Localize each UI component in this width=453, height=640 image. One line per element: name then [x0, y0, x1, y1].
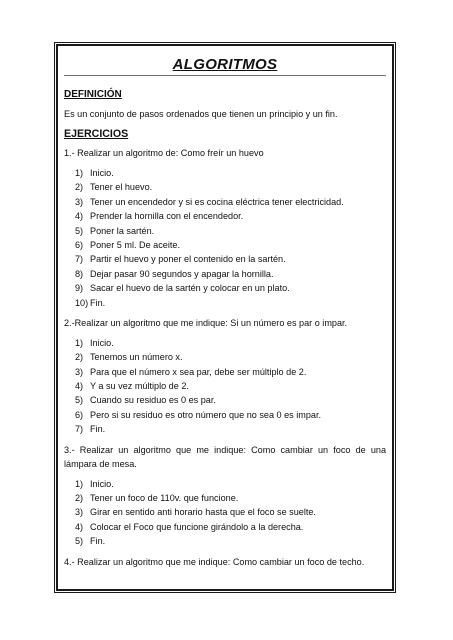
step-number: 2): [75, 352, 84, 363]
step-number: 4): [75, 211, 84, 222]
step-text: Pero si su residuo es otro número que no sea 0 es impar.: [90, 409, 322, 420]
step-text: Tener el huevo.: [90, 182, 153, 193]
step-number: 6): [75, 409, 84, 420]
definicion-heading: DEFINICIÓN: [64, 89, 122, 100]
step-number: 10): [75, 297, 89, 308]
step-text: Tenemos un número x.: [90, 352, 183, 363]
list-item: [64, 238, 386, 252]
list-item: [64, 393, 386, 407]
step-text: Cuando su residuo es 0 es par.: [90, 395, 216, 406]
step-number: 1): [75, 337, 84, 348]
exercise-1-steps: [64, 166, 386, 310]
step-text: Poner la sartén.: [90, 225, 155, 236]
step-number: 5): [75, 225, 84, 236]
step-text: Partir el huevo y poner el contenido en la sartén.: [90, 254, 286, 265]
exercise-2-prompt: 2.-Realizar un algoritmo que me indique: Si un número es par o impar.: [64, 317, 348, 328]
step-number: 5): [75, 395, 84, 406]
step-number: 2): [75, 182, 84, 193]
step-number: 1): [75, 478, 84, 489]
step-number: 5): [75, 536, 84, 547]
step-number: 3): [75, 507, 84, 518]
list-item: [64, 477, 386, 491]
list-item: [64, 365, 386, 379]
step-number: 7): [75, 254, 84, 265]
step-number: 9): [75, 283, 84, 294]
list-item: [64, 224, 386, 238]
list-item: [64, 166, 386, 180]
list-item: [64, 505, 386, 519]
step-number: 8): [75, 268, 84, 279]
step-number: 3): [75, 366, 84, 377]
list-item: [64, 534, 386, 548]
step-number: 2): [75, 493, 84, 504]
step-text: Fin.: [90, 424, 106, 435]
step-number: 3): [75, 196, 84, 207]
document-body: [64, 88, 386, 575]
step-number: 7): [75, 424, 84, 435]
exercise-3-prompt: 3.- Realizar un algoritmo que me indique: Como cambiar un foco de una lámpara de mesa.: [64, 444, 386, 469]
list-item: [64, 209, 386, 223]
list-item: [64, 281, 386, 295]
step-text: Tener un foco de 110v. que funcione.: [90, 493, 239, 504]
step-text: Colocar el Foco que funcione girándolo a la derecha.: [90, 521, 304, 532]
list-item: [64, 350, 386, 364]
list-item: [64, 491, 386, 505]
step-text: Sacar el huevo de la sartén y colocar en un plato.: [90, 283, 290, 294]
step-text: Girar en sentido anti horario hasta que el foco se suelte.: [90, 507, 316, 518]
step-text: Para que el número x sea par, debe ser múltiplo de 2.: [90, 366, 307, 377]
exercise-3-steps: [64, 477, 386, 549]
step-number: 4): [75, 521, 84, 532]
list-item: [64, 422, 386, 436]
step-text: Inicio.: [90, 337, 114, 348]
step-number: 1): [75, 168, 84, 178]
list-item: [64, 252, 386, 266]
step-text: Y a su vez múltiplo de 2.: [90, 381, 189, 392]
step-text: Fin.: [90, 297, 106, 308]
list-item: [64, 195, 386, 209]
document-page: [56, 44, 394, 591]
step-number: 4): [75, 381, 84, 392]
step-text: Inicio.: [90, 168, 114, 178]
exercise-4-prompt: 4.- Realizar un algoritmo que me indique: Como cambiar un foco de techo.: [64, 556, 365, 567]
step-text: Dejar pasar 90 segundos y apagar la hornilla.: [90, 268, 274, 279]
step-text: Inicio.: [90, 478, 114, 489]
definicion-text: Es un conjunto de pasos ordenados que tienen un principio y un fin.: [64, 109, 338, 119]
step-text: Fin.: [90, 536, 106, 547]
exercise-1-prompt: 1.- Realizar un algoritmo de: Como freír un huevo: [64, 148, 264, 158]
list-item: [64, 379, 386, 393]
ejercicios-heading: EJERCICIOS: [64, 128, 129, 140]
list-item: [64, 180, 386, 194]
step-text: Prender la hornilla con el encendedor.: [90, 211, 244, 222]
list-item: [64, 408, 386, 422]
document-title: ALGORITMOS: [172, 56, 278, 73]
step-text: Tener un encendedor y si es cocina eléctrica tener electricidad.: [90, 196, 344, 207]
step-text: Poner 5 ml. De aceite.: [90, 239, 180, 250]
step-number: 6): [75, 239, 84, 250]
list-item: [64, 296, 386, 310]
title-underline-rule: [64, 75, 386, 76]
list-item: [64, 336, 386, 350]
exercise-2-steps: [64, 336, 386, 437]
list-item: [64, 520, 386, 534]
list-item: [64, 267, 386, 281]
